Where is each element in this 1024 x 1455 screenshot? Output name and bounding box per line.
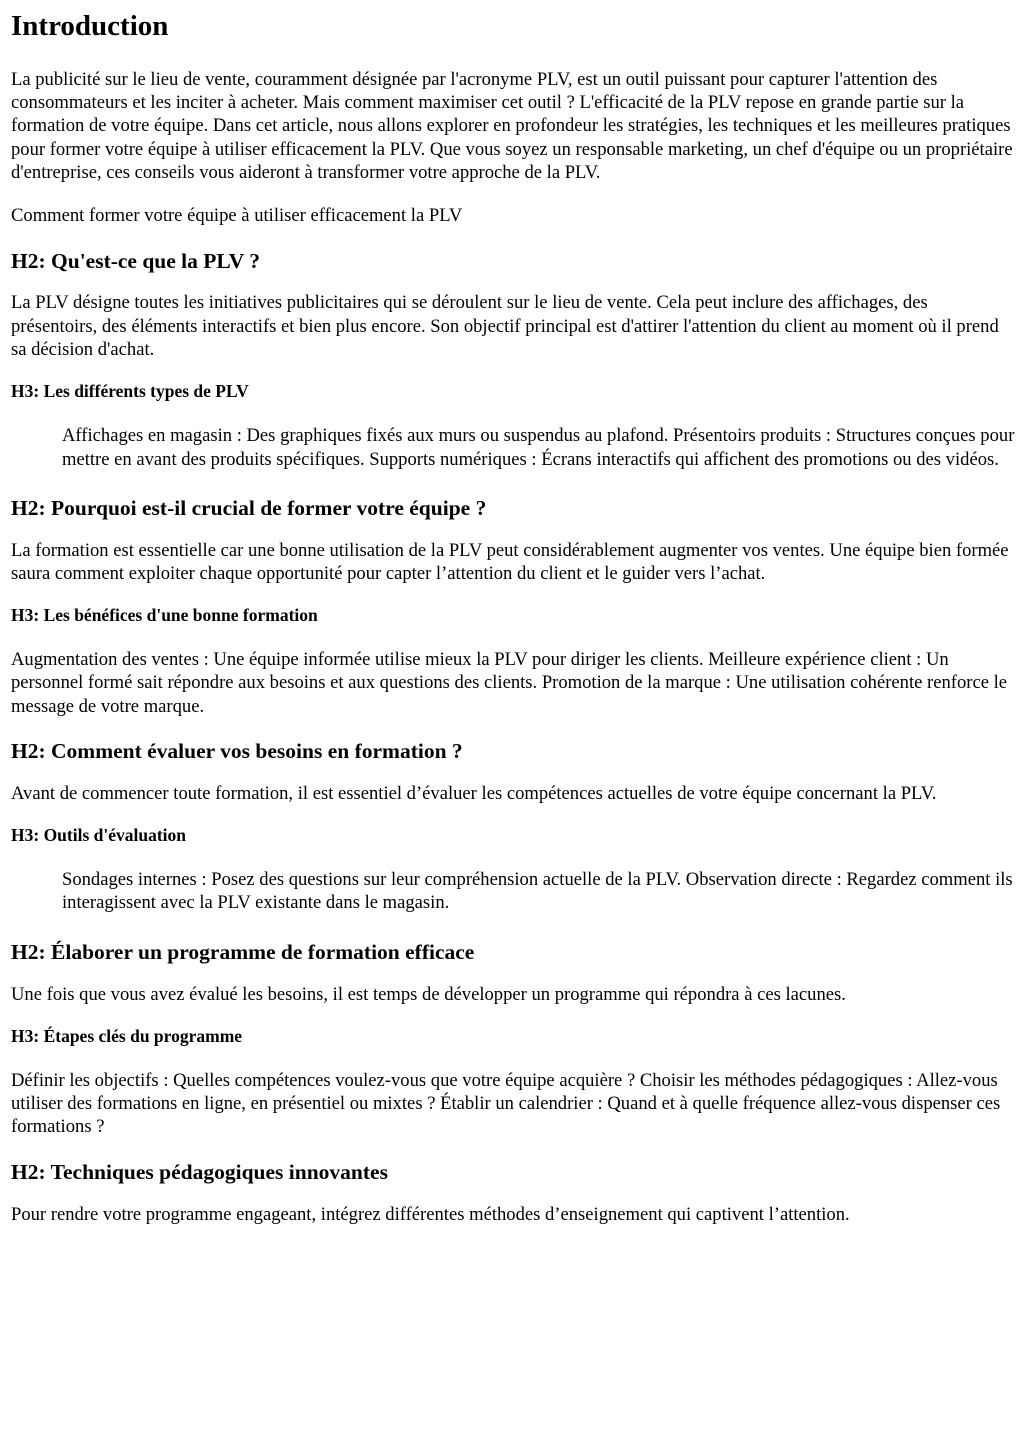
section-heading-build-program: H2: Élaborer un programme de formation efficace bbox=[11, 939, 475, 964]
article bbox=[11, 9, 1016, 1226]
section-paragraph: Pour rendre votre programme engageant, intégrez différentes méthodes d’enseignement qui captivent l’attention. bbox=[11, 1203, 850, 1225]
evaluation-tools-quote: Sondages internes : Posez des questions sur leur compréhension actuelle de la PLV. Observation directe : Regardez comment ils interagissent avec la PLV existante dans le magasin. bbox=[62, 869, 1013, 914]
subsection-heading-key-steps: H3: Étapes clés du programme bbox=[11, 1025, 243, 1046]
subsection-heading-plv-types: H3: Les différents types de PLV bbox=[11, 381, 249, 402]
article-subtitle: Comment former votre équipe à utiliser efficacement la PLV bbox=[11, 205, 463, 227]
section-heading-evaluate-needs: H2: Comment évaluer vos besoins en formation ? bbox=[11, 739, 463, 764]
section-heading-techniques: H2: Techniques pédagogiques innovantes bbox=[11, 1159, 388, 1184]
subsection-heading-evaluation-tools: H3: Outils d'évaluation bbox=[11, 825, 187, 846]
benefits-paragraph: Augmentation des ventes : Une équipe informée utilise mieux la PLV pour diriger les clients. Meilleure expérience client : Un personnel formé sait répondre aux besoins et aux questions des clients. Promotion de la marque : Une utilisation cohérente renforce le message de votre marque. bbox=[11, 649, 1008, 717]
section-heading-why-train: H2: Pourquoi est-il crucial de former votre équipe ? bbox=[11, 495, 487, 520]
article-title: Introduction bbox=[11, 10, 169, 42]
section-heading-what-is-plv: H2: Qu'est-ce que la PLV ? bbox=[11, 248, 261, 273]
section-paragraph: Avant de commencer toute formation, il est essentiel d’évaluer les compétences actuelles de votre équipe concernant la PLV. bbox=[11, 782, 937, 804]
key-steps-paragraph: Définir les objectifs : Quelles compétences voulez-vous que votre équipe acquière ? Choisir les méthodes pédagogiques : Allez-vous utiliser des formations en ligne, en présentiel ou mixtes ? Établir un calendrier : Quand et à quelle fréquence allez-vous dispenser ces formations ? bbox=[11, 1069, 1001, 1138]
section-paragraph: La formation est essentielle car une bonne utilisation de la PLV peut considérablement augmenter vos ventes. Une équipe bien formée saura comment exploiter chaque opportunité pour capter l’attention du client et le guider vers l’achat. bbox=[11, 539, 1009, 584]
subsection-heading-benefits: H3: Les bénéfices d'une bonne formation bbox=[11, 605, 318, 626]
section-paragraph: La PLV désigne toutes les initiatives publicitaires qui se déroulent sur le lieu de vente. Cela peut inclure des affichages, des présentoirs, des éléments interactifs et bien plus encore. Son objectif principal est d'attirer l'attention du client au moment où il prend sa décision d'achat. bbox=[11, 292, 999, 361]
plv-types-quote: Affichages en magasin : Des graphiques fixés aux murs ou suspendus au plafond. Présentoirs produits : Structures conçues pour mettre en avant des produits spécifiques. Supports numériques : Écrans interactifs qui affichent des promotions ou des vidéos. bbox=[62, 425, 1015, 470]
section-paragraph: Une fois que vous avez évalué les besoins, il est temps de développer un programme qui répondra à ces lacunes. bbox=[11, 983, 846, 1005]
intro-paragraph: La publicité sur le lieu de vente, couramment désignée par l'acronyme PLV, est un outil puissant pour capturer l'attention des consommateurs et les inciter à acheter. Mais comment maximiser cet outil ? L'efficacité de la PLV repose en grande partie sur la formation de votre équipe. Dans cet article, nous allons explorer en profondeur les stratégies, les techniques et les meilleures pratiques pour former votre équipe à utiliser efficacement la PLV. Que vous soyez un responsable marketing, un chef d'équipe ou un propriétaire d'entreprise, ces conseils vous aideront à transformer votre approche de la PLV. bbox=[11, 68, 1013, 183]
